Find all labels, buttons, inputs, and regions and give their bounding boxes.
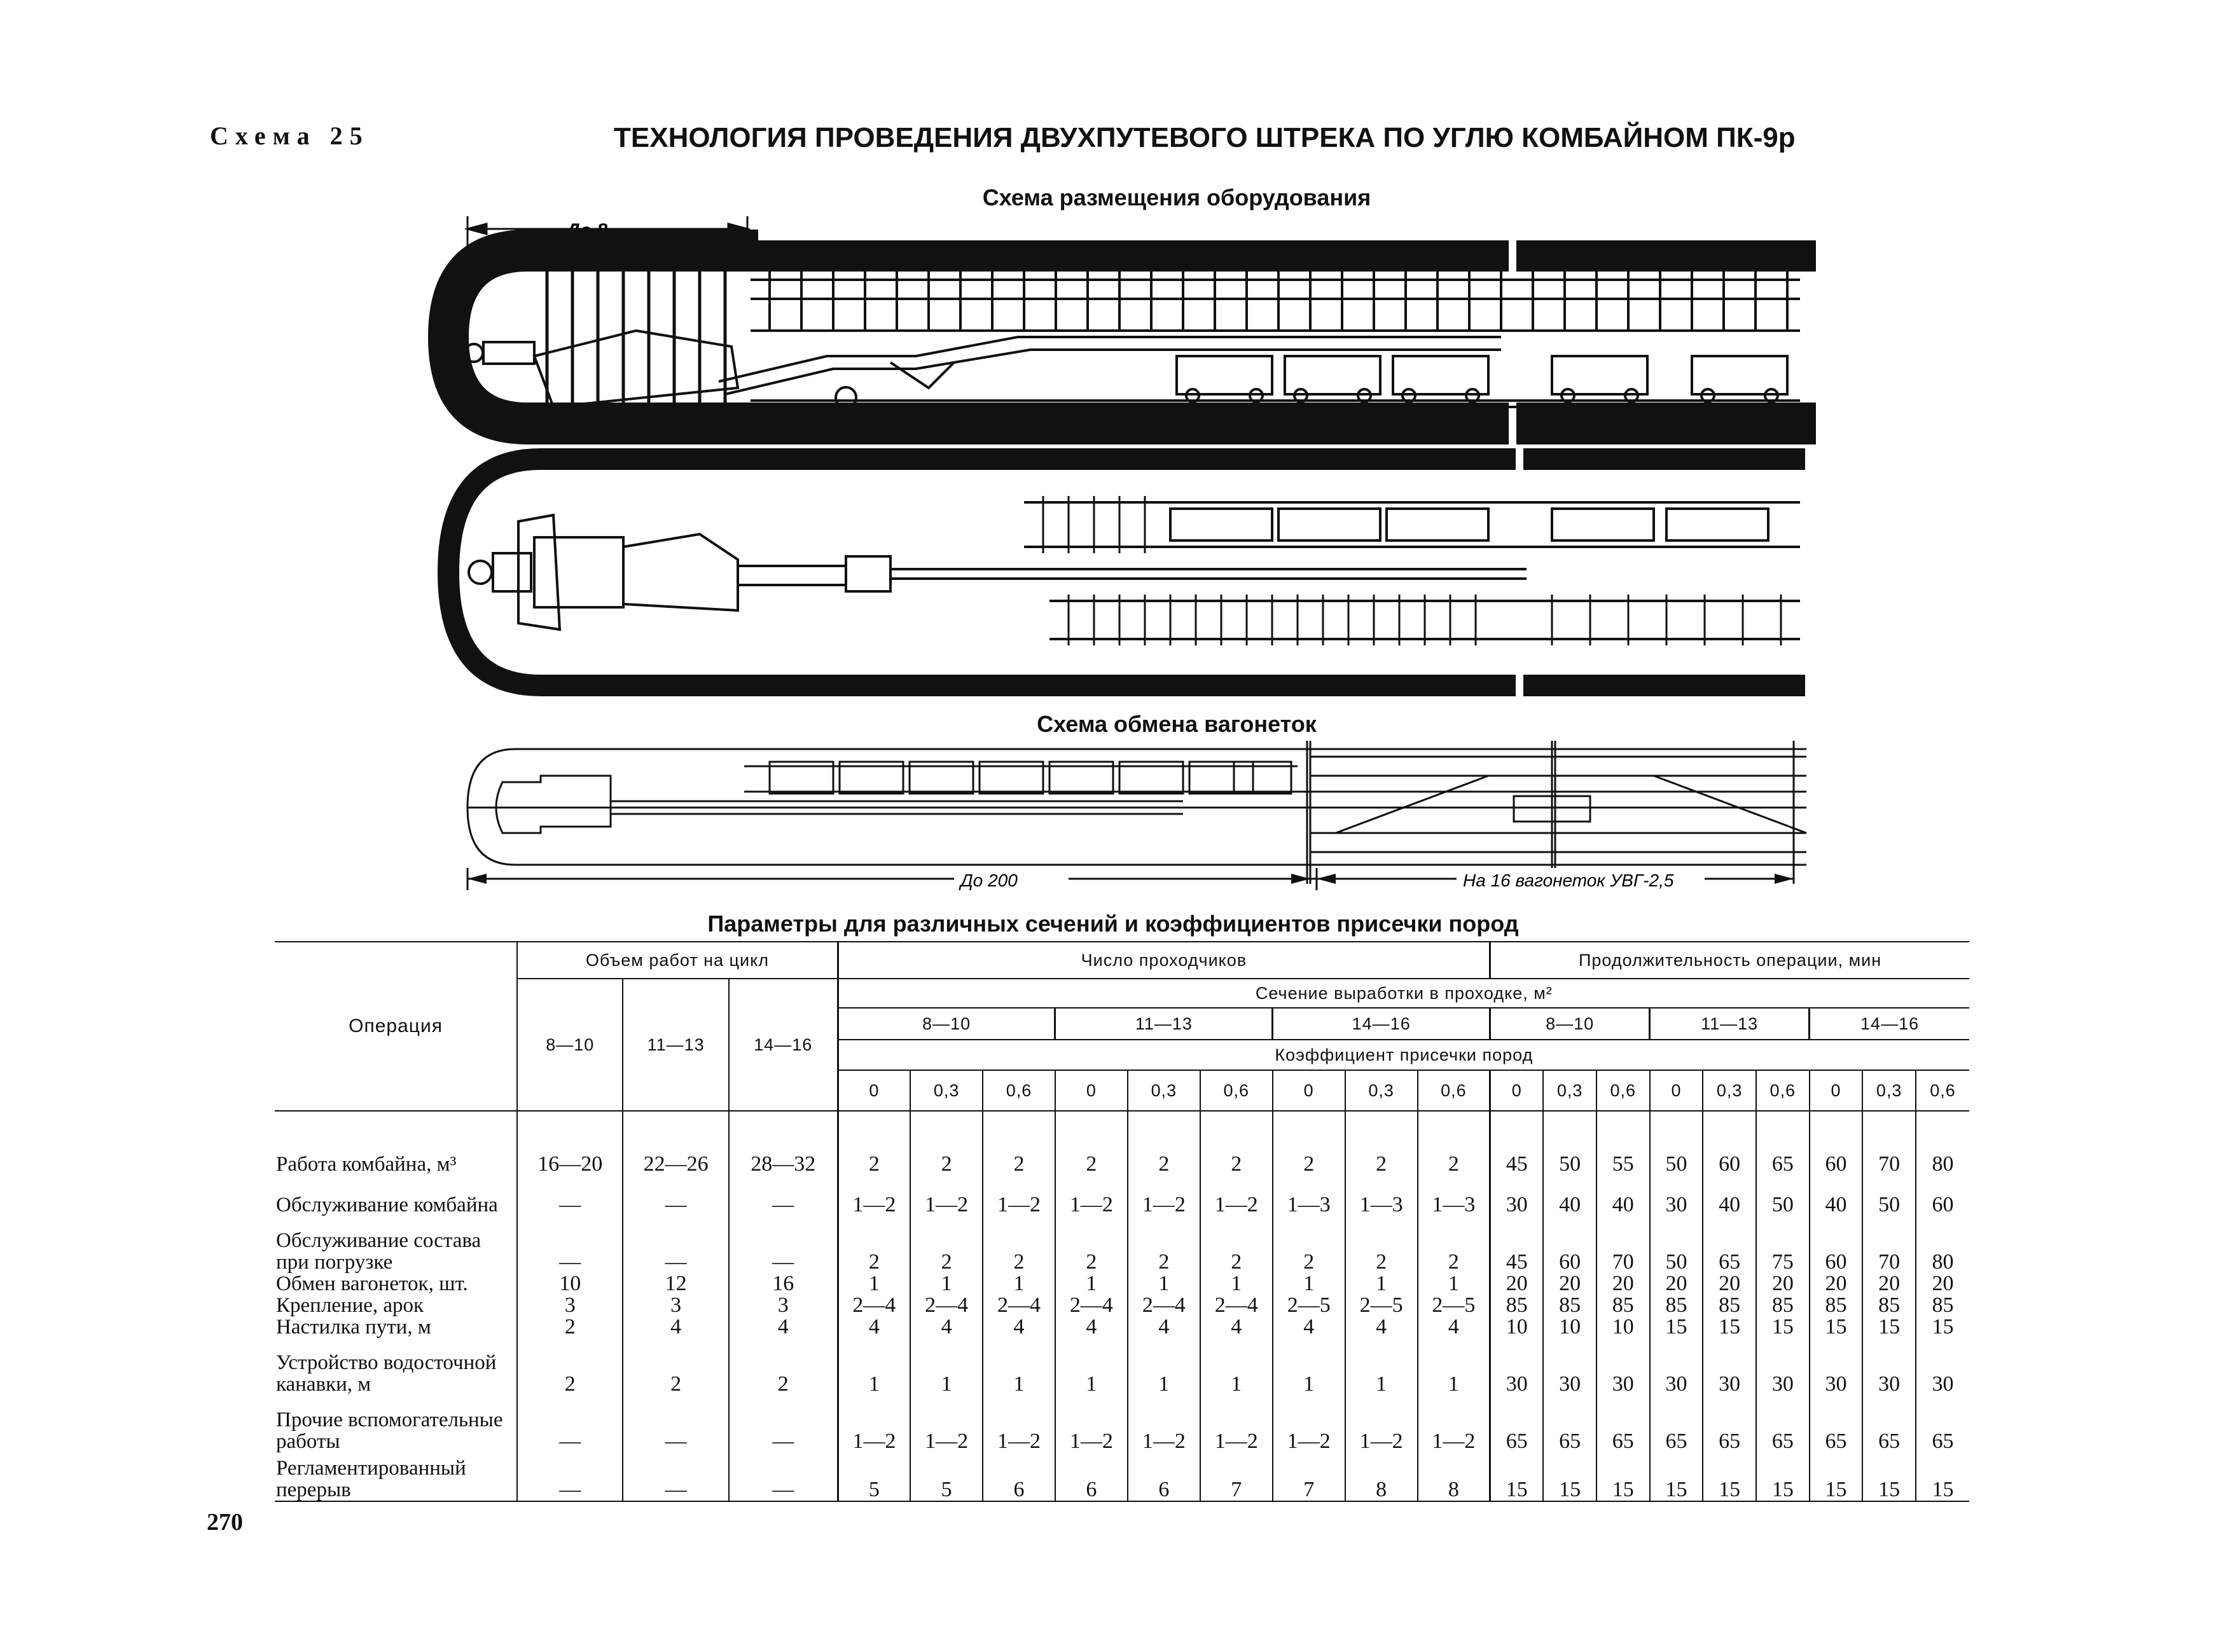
coef-cell: 0,6 (1596, 1070, 1650, 1111)
volume-cell: 2 (517, 1338, 623, 1395)
duration-cell: 20 (1810, 1273, 1863, 1295)
coef-cell: 0,6 (983, 1070, 1055, 1111)
volume-cell: 22—26 (623, 1131, 728, 1175)
workers-cell: 1 (1345, 1338, 1418, 1395)
workers-cell: 2—4 (910, 1295, 983, 1316)
workers-cell: 4 (1200, 1316, 1273, 1338)
workers-cell: 2 (1055, 1131, 1128, 1175)
volume-cell: 4 (729, 1316, 838, 1338)
duration-cell: 65 (1703, 1216, 1756, 1273)
workers-cell: 2 (1273, 1216, 1345, 1273)
operation-cell: Настилка пути, м (276, 1316, 431, 1339)
workers-cell: 1—2 (1055, 1395, 1128, 1452)
workers-cell: 2—5 (1418, 1295, 1490, 1316)
duration-cell: 55 (1596, 1131, 1650, 1175)
workers-cell: 2—4 (1128, 1295, 1200, 1316)
workers-cell: 1 (983, 1338, 1055, 1395)
dim-left-label: До 200 (960, 871, 1018, 890)
volume-cell: 12 (623, 1273, 728, 1295)
volume-cell: 2 (729, 1338, 838, 1395)
workers-cell: 2 (1128, 1216, 1200, 1273)
workers-cell: 2 (1200, 1131, 1273, 1175)
car-exchange-drawing (0, 738, 2216, 890)
operation-header: Операция (275, 942, 517, 1111)
workers-cell: 1 (1273, 1273, 1345, 1295)
duration-cell: 85 (1862, 1295, 1916, 1316)
workers-cell: 2 (1418, 1216, 1490, 1273)
duration-cell: 15 (1916, 1452, 1969, 1501)
operation-cell: Крепление, арок (276, 1294, 424, 1317)
coef-cell: 0,3 (1862, 1070, 1916, 1111)
duration-cell: 15 (1596, 1452, 1650, 1501)
workers-cell: 1—2 (1128, 1395, 1200, 1452)
duration-cell: 85 (1916, 1295, 1969, 1316)
duration-cell: 20 (1703, 1273, 1756, 1295)
duration-cell: 85 (1490, 1295, 1544, 1316)
workers-cell: 2 (1418, 1131, 1490, 1175)
workers-cell: 1—3 (1418, 1175, 1490, 1216)
workers-cell: 1 (1273, 1338, 1345, 1395)
duration-cell: 65 (1756, 1395, 1810, 1452)
workers-cell: 4 (1273, 1316, 1345, 1338)
duration-cell: 85 (1756, 1295, 1810, 1316)
duration-cell: 40 (1703, 1175, 1756, 1216)
table-title: Параметры для различных сечений и коэффициентов присечки пород (707, 911, 1519, 937)
workers-cell: 1—2 (910, 1175, 983, 1216)
volume-cell: — (623, 1452, 728, 1501)
duration-cell: 40 (1543, 1175, 1596, 1216)
duration-section-8-10: 8—10 (1490, 1008, 1650, 1040)
workers-cell: 5 (838, 1452, 910, 1501)
coef-cell: 0 (838, 1070, 910, 1111)
duration-cell: 15 (1810, 1452, 1863, 1501)
duration-cell: 50 (1650, 1131, 1703, 1175)
duration-cell: 65 (1650, 1395, 1703, 1452)
duration-cell: 60 (1916, 1175, 1969, 1216)
coef-cell: 0 (1273, 1070, 1345, 1111)
table-row (275, 1295, 1969, 1316)
duration-cell: 20 (1756, 1273, 1810, 1295)
volume-cell: — (623, 1216, 728, 1273)
duration-cell: 65 (1596, 1395, 1650, 1452)
workers-cell: 1—2 (983, 1175, 1055, 1216)
coef-cell: 0,3 (1703, 1070, 1756, 1111)
workers-cell: 1 (1418, 1273, 1490, 1295)
duration-cell: 60 (1703, 1131, 1756, 1175)
workers-cell: 7 (1200, 1452, 1273, 1501)
workers-cell: 4 (1418, 1316, 1490, 1338)
workers-cell: 1—2 (1418, 1395, 1490, 1452)
duration-cell: 50 (1862, 1175, 1916, 1216)
workers-cell: 1 (983, 1273, 1055, 1295)
duration-cell: 10 (1490, 1316, 1544, 1338)
duration-cell: 20 (1490, 1273, 1544, 1295)
duration-section-11-13: 11—13 (1650, 1008, 1810, 1040)
workers-cell: 2 (910, 1131, 983, 1175)
workers-cell: 1—2 (838, 1395, 910, 1452)
duration-cell: 50 (1650, 1216, 1703, 1273)
volume-cell: 2 (517, 1316, 623, 1338)
volume-section-8-10: 8—10 (517, 979, 623, 1111)
duration-cell: 15 (1543, 1452, 1596, 1501)
exchange-diagram-title: Схема обмена вагонеток (1037, 711, 1317, 737)
duration-cell: 30 (1810, 1338, 1863, 1395)
workers-cell: 4 (910, 1316, 983, 1338)
workers-cell: 2 (1345, 1216, 1418, 1273)
volume-cell: — (729, 1175, 838, 1216)
table-row (275, 1273, 1969, 1295)
workers-cell: 1—2 (1273, 1395, 1345, 1452)
workers-cell: 8 (1345, 1452, 1418, 1501)
duration-cell: 20 (1862, 1273, 1916, 1295)
page-number: 270 (207, 1509, 243, 1536)
duration-cell: 85 (1703, 1295, 1756, 1316)
workers-cell: 1—3 (1273, 1175, 1345, 1216)
coef-cell: 0 (1650, 1070, 1703, 1111)
volume-cell: 3 (623, 1295, 728, 1316)
workers-cell: 2 (1128, 1131, 1200, 1175)
workers-cell: 5 (910, 1452, 983, 1501)
workers-cell: 1—2 (910, 1395, 983, 1452)
coef-cell: 0,6 (1418, 1070, 1490, 1111)
duration-cell: 30 (1650, 1338, 1703, 1395)
coef-cell: 0,3 (1128, 1070, 1200, 1111)
duration-cell: 45 (1490, 1216, 1544, 1273)
duration-cell: 15 (1862, 1316, 1916, 1338)
volume-cell: 10 (517, 1273, 623, 1295)
table-row (275, 1131, 1969, 1175)
operation-cell: Обмен вагонеток, шт. (276, 1272, 468, 1295)
workers-cell: 8 (1418, 1452, 1490, 1501)
duration-cell: 70 (1596, 1216, 1650, 1273)
coef-cell: 0 (1055, 1070, 1128, 1111)
workers-cell: 2 (1200, 1216, 1273, 1273)
operation-cell: Регламентированный перерыв (275, 1452, 517, 1501)
volume-cell: — (729, 1395, 838, 1452)
duration-cell: 50 (1756, 1175, 1810, 1216)
workers-cell: 1 (910, 1338, 983, 1395)
duration-cell: 10 (1543, 1316, 1596, 1338)
workers-cell: 2 (983, 1131, 1055, 1175)
duration-cell: 50 (1543, 1131, 1596, 1175)
workers-cell: 6 (1128, 1452, 1200, 1501)
coef-cell: 0 (1810, 1070, 1863, 1111)
volume-cell: 16 (729, 1273, 838, 1295)
duration-cell: 80 (1916, 1216, 1969, 1273)
workers-cell: 2—5 (1345, 1295, 1418, 1316)
workers-cell: 1—2 (1055, 1175, 1128, 1216)
duration-cell: 20 (1596, 1273, 1650, 1295)
workers-cell: 1 (1200, 1273, 1273, 1295)
workers-cell: 4 (1128, 1316, 1200, 1338)
workers-cell: 2 (838, 1131, 910, 1175)
dim-right-label: На 16 вагонеток УВГ-2,5 (1463, 871, 1674, 890)
workers-cell: 6 (983, 1452, 1055, 1501)
workers-cell: 2—4 (1200, 1295, 1273, 1316)
coef-cell: 0,3 (910, 1070, 983, 1111)
workers-cell: 2 (838, 1216, 910, 1273)
duration-cell: 30 (1490, 1338, 1544, 1395)
operation-cell: Устройство водосточной канавки, м (276, 1351, 497, 1396)
coef-cell: 0,6 (1756, 1070, 1810, 1111)
coef-cell: 0,3 (1345, 1070, 1418, 1111)
workers-cell: 2 (1345, 1131, 1418, 1175)
workers-cell: 4 (838, 1316, 910, 1338)
table-body (275, 1111, 1969, 1501)
table-row (275, 1316, 1969, 1338)
table-row (275, 1338, 1969, 1395)
coef-cell: 0,6 (1200, 1070, 1273, 1111)
workers-cell: 2—5 (1273, 1295, 1345, 1316)
duration-cell: 75 (1756, 1216, 1810, 1273)
duration-cell: 30 (1650, 1175, 1703, 1216)
duration-cell: 15 (1650, 1316, 1703, 1338)
workers-cell: 1—2 (1345, 1395, 1418, 1452)
duration-cell: 15 (1650, 1452, 1703, 1501)
table-row (275, 1175, 1969, 1216)
workers-cell: 2—4 (983, 1295, 1055, 1316)
duration-cell: 85 (1543, 1295, 1596, 1316)
volume-cell: — (517, 1452, 623, 1501)
operation-cell: Прочие вспомогательные работы (276, 1408, 503, 1453)
volume-cell: — (517, 1175, 623, 1216)
duration-cell: 60 (1810, 1216, 1863, 1273)
workers-cell: 1—2 (1200, 1175, 1273, 1216)
coef-cell: 0,6 (1916, 1070, 1969, 1111)
duration-cell: 30 (1490, 1175, 1544, 1216)
workers-cell: 2 (910, 1216, 983, 1273)
dim-top-label: До 8 (566, 220, 608, 241)
parameters-table (275, 941, 1969, 1502)
coefficient-header: Коэффициент присечки пород (838, 1040, 1969, 1070)
workers-cell: 1—2 (1200, 1395, 1273, 1452)
duration-cell: 15 (1756, 1452, 1810, 1501)
duration-cell: 65 (1703, 1395, 1756, 1452)
workers-cell: 1 (838, 1338, 910, 1395)
duration-cell: 65 (1490, 1395, 1544, 1452)
volume-cell: — (623, 1175, 728, 1216)
workers-cell: 1—2 (838, 1175, 910, 1216)
workers-cell: 1 (1055, 1338, 1128, 1395)
section-header: Сечение выработки в проходке, м² (838, 979, 1969, 1008)
duration-header: Продолжительность операции, мин (1490, 942, 1969, 979)
duration-cell: 65 (1756, 1131, 1810, 1175)
workers-cell: 1 (1128, 1273, 1200, 1295)
duration-cell: 30 (1862, 1338, 1916, 1395)
operation-cell: Обслуживание состава при погрузке (276, 1229, 481, 1274)
duration-cell: 65 (1862, 1395, 1916, 1452)
duration-cell: 70 (1862, 1216, 1916, 1273)
duration-cell: 85 (1810, 1295, 1863, 1316)
duration-cell: 65 (1810, 1395, 1863, 1452)
duration-cell: 10 (1596, 1316, 1650, 1338)
plan-view (448, 448, 1805, 696)
duration-cell: 15 (1703, 1316, 1756, 1338)
volume-cell: 4 (623, 1316, 728, 1338)
coef-cell: 0,3 (1543, 1070, 1596, 1111)
workers-cell: 1 (1128, 1338, 1200, 1395)
duration-cell: 15 (1862, 1452, 1916, 1501)
duration-cell: 30 (1703, 1338, 1756, 1395)
workers-cell: 2 (983, 1216, 1055, 1273)
duration-cell: 40 (1596, 1175, 1650, 1216)
side-elevation (439, 229, 1805, 445)
duration-cell: 15 (1916, 1316, 1969, 1338)
volume-header: Объем работ на цикл (517, 942, 838, 979)
page-title: ТЕХНОЛОГИЯ ПРОВЕДЕНИЯ ДВУХПУТЕВОГО ШТРЕКА ПО УГЛЮ КОМБАЙНОМ ПК-9р (614, 122, 1796, 153)
table-row (275, 1395, 1969, 1452)
duration-cell: 80 (1916, 1131, 1969, 1175)
workers-cell: 1 (910, 1273, 983, 1295)
workers-cell: 4 (1055, 1316, 1128, 1338)
workers-section-8-10: 8—10 (838, 1008, 1055, 1040)
duration-cell: 15 (1810, 1316, 1863, 1338)
workers-cell: 2 (1273, 1131, 1345, 1175)
duration-section-14-16: 14—16 (1810, 1008, 1969, 1040)
duration-cell: 85 (1596, 1295, 1650, 1316)
duration-cell: 65 (1916, 1395, 1969, 1452)
duration-cell: 20 (1650, 1273, 1703, 1295)
duration-cell: 30 (1916, 1338, 1969, 1395)
volume-cell: 16—20 (517, 1131, 623, 1175)
workers-cell: 1—2 (1128, 1175, 1200, 1216)
workers-cell: 1 (1418, 1338, 1490, 1395)
volume-cell: — (729, 1216, 838, 1273)
workers-cell: 4 (983, 1316, 1055, 1338)
volume-cell: — (517, 1216, 623, 1273)
workers-cell: 7 (1273, 1452, 1345, 1501)
volume-cell: — (729, 1452, 838, 1501)
volume-section-11-13: 11—13 (623, 979, 728, 1111)
table-row (275, 1216, 1969, 1273)
volume-cell: 2 (623, 1338, 728, 1395)
operation-cell: Обслуживание комбайна (276, 1194, 498, 1216)
volume-cell: — (623, 1395, 728, 1452)
workers-cell: 1 (1055, 1273, 1128, 1295)
volume-cell: 3 (729, 1295, 838, 1316)
scheme-label: Схема 25 (210, 121, 370, 150)
duration-cell: 30 (1596, 1338, 1650, 1395)
workers-cell: 4 (1345, 1316, 1418, 1338)
operation-cell: Работа комбайна, м³ (276, 1153, 457, 1176)
duration-cell: 30 (1756, 1338, 1810, 1395)
duration-cell: 60 (1543, 1216, 1596, 1273)
volume-cell: 3 (517, 1295, 623, 1316)
duration-cell: 30 (1543, 1338, 1596, 1395)
workers-cell: 1—2 (983, 1395, 1055, 1452)
volume-section-14-16: 14—16 (729, 979, 838, 1111)
workers-cell: 1 (1200, 1338, 1273, 1395)
workers-section-14-16: 14—16 (1273, 1008, 1490, 1040)
duration-cell: 60 (1810, 1131, 1863, 1175)
workers-cell: 1—3 (1345, 1175, 1418, 1216)
duration-cell: 15 (1490, 1452, 1544, 1501)
workers-header: Число проходчиков (838, 942, 1490, 979)
workers-cell: 6 (1055, 1452, 1128, 1501)
duration-cell: 40 (1810, 1175, 1863, 1216)
volume-cell: 28—32 (729, 1131, 838, 1175)
workers-cell: 1 (1345, 1273, 1418, 1295)
workers-cell: 2—4 (838, 1295, 910, 1316)
layout-diagram-title: Схема размещения оборудования (982, 184, 1371, 210)
duration-cell: 15 (1703, 1452, 1756, 1501)
workers-cell: 2—4 (1055, 1295, 1128, 1316)
volume-cell: — (517, 1395, 623, 1452)
duration-cell: 20 (1916, 1273, 1969, 1295)
workers-section-11-13: 11—13 (1055, 1008, 1273, 1040)
duration-cell: 70 (1862, 1131, 1916, 1175)
coef-cell: 0 (1490, 1070, 1544, 1111)
table-row (275, 1452, 1969, 1501)
duration-cell: 65 (1543, 1395, 1596, 1452)
duration-cell: 20 (1543, 1273, 1596, 1295)
workers-cell: 2 (1055, 1216, 1128, 1273)
duration-cell: 85 (1650, 1295, 1703, 1316)
duration-cell: 15 (1756, 1316, 1810, 1338)
duration-cell: 45 (1490, 1131, 1544, 1175)
workers-cell: 1 (838, 1273, 910, 1295)
